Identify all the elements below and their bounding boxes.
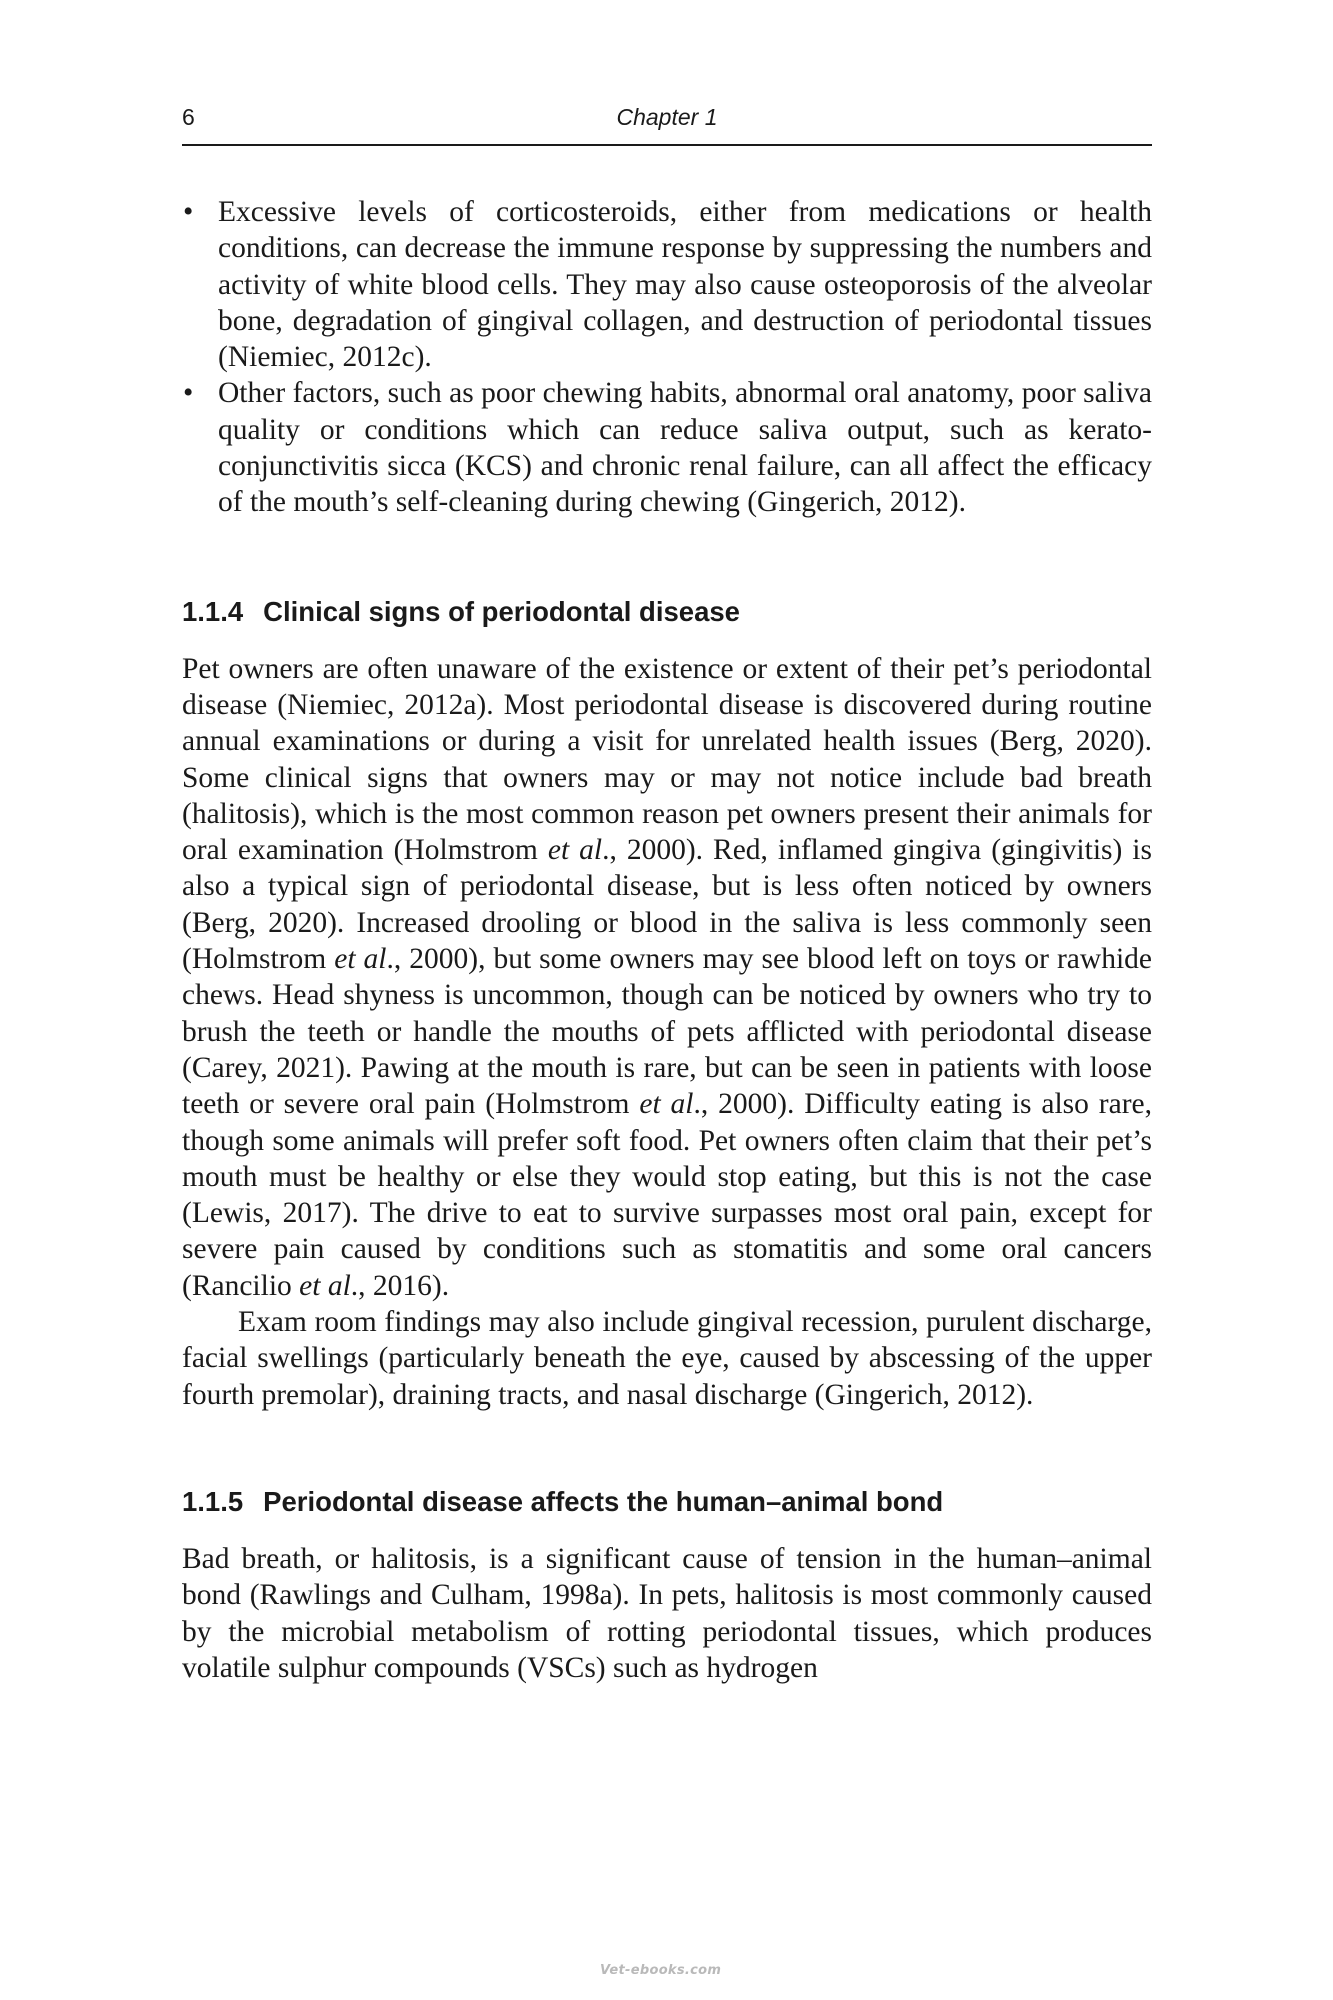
section-heading-1-1-4 [182,595,1152,629]
text-run: ., 2000), but some owners may see blood left on toys or rawhide chews. Head shyness is uncommon, though can be noticed by owners who try to brush the teeth or handle the mouths of pets afflicted with periodontal disease (Carey, 2021). Pawing at the mouth is rare, but can be seen in patients with loose teeth or severe oral pain (Holmstrom [182,943,1152,1121]
text-run: ., 2000). Difficulty eating is also rare, though some animals will prefer soft food. Pet owners often claim that their pet’s mouth must be healthy or else they would stop eating, but this is not the case (Lewis, 2017). The drive to eat to survive surpasses most oral pain, except for severe pain caused by conditions such as stomatitis and some oral cancers (Rancilio [182,1088,1152,1302]
italic-et-al: et al [299,1269,351,1302]
text-run: ., 2000). Red, inflamed gingiva (gingivitis) is also a typical sign of periodontal disease, but is less often noticed by owners (Berg, 2020). Increased drooling or blood in the saliva is less commonly seen (Holmstrom [182,834,1152,976]
bullet-list [182,194,1152,521]
bullet-icon: • [183,196,194,228]
page-number: 6 [182,104,195,130]
paragraph-exam-findings: Exam room findings may also include gingival recession, purulent discharge, facial swellings (particularly beneath the eye, caused by abscessing of the upper fourth premolar), draining tracts, and nasal discharge (Gingerich, 2012). [182,1306,1152,1411]
section-number: 1.1.5 [182,1485,244,1517]
italic-et-al: et al [334,943,387,976]
watermark-logo: Vet-ebooks.com [600,1963,722,1978]
section-heading-1-1-5 [182,1485,1152,1519]
bullet-icon: • [183,377,194,410]
paragraph-clinical-signs [182,651,1152,1304]
running-header [182,100,1152,146]
section-number: 1.1.4 [182,595,244,627]
section-title: Clinical signs of periodontal disease [263,595,740,627]
text-run: Pet owners are often unaware of the existence or extent of their pet’s periodontal disease (Niemiec, 2012a). Most periodontal disease is discovered during routine annual examinations or during a visit for unrelated health issues (Berg, 2020). Some clinical signs that owners may or may not notice include bad breath (halitosis), which is the most common reason pet owners present their animals for oral examination (Holmstrom [182,652,1152,867]
bullet-item-corticosteroids [182,194,1152,375]
italic-et-al: et al [639,1088,694,1121]
bullet-item-other-factors [182,375,1152,520]
bullet-text: Other factors, such as poor chewing habits, abnormal oral anatomy, poor saliva quality or conditions which can reduce saliva output, such as kerato-conjunctivitis sicca (KCS) and chronic renal failure, can all affect the efficacy of the mouth’s self-cleaning during chewing (Gingerich, 2012). [218,377,1152,519]
section-title: Periodontal disease affects the human–animal bond [263,1485,944,1517]
chapter-label: Chapter 1 [616,104,718,130]
italic-et-al: et al [547,834,603,867]
paragraph-human-animal-bond: Bad breath, or halitosis, is a significant cause of tension in the human–animal bond (Rawlings and Culham, 1998a). In pets, halitosis is most commonly caused by the microbial metabolism of rotting periodontal tissues, which produces volatile sulphur compounds (VSCs) such as hydrogen [182,1542,1152,1684]
text-run: ., 2016). [350,1269,450,1302]
bullet-text: Excessive levels of corticosteroids, either from medications or health conditions, can decrease the immune response by suppressing the numbers and activity of white blood cells. They may also cause osteoporosis of the alveolar bone, degradation of gingival collagen, and destruction of periodontal tissues (Niemiec, 2012c). [218,196,1152,374]
book-page [182,100,1152,1980]
